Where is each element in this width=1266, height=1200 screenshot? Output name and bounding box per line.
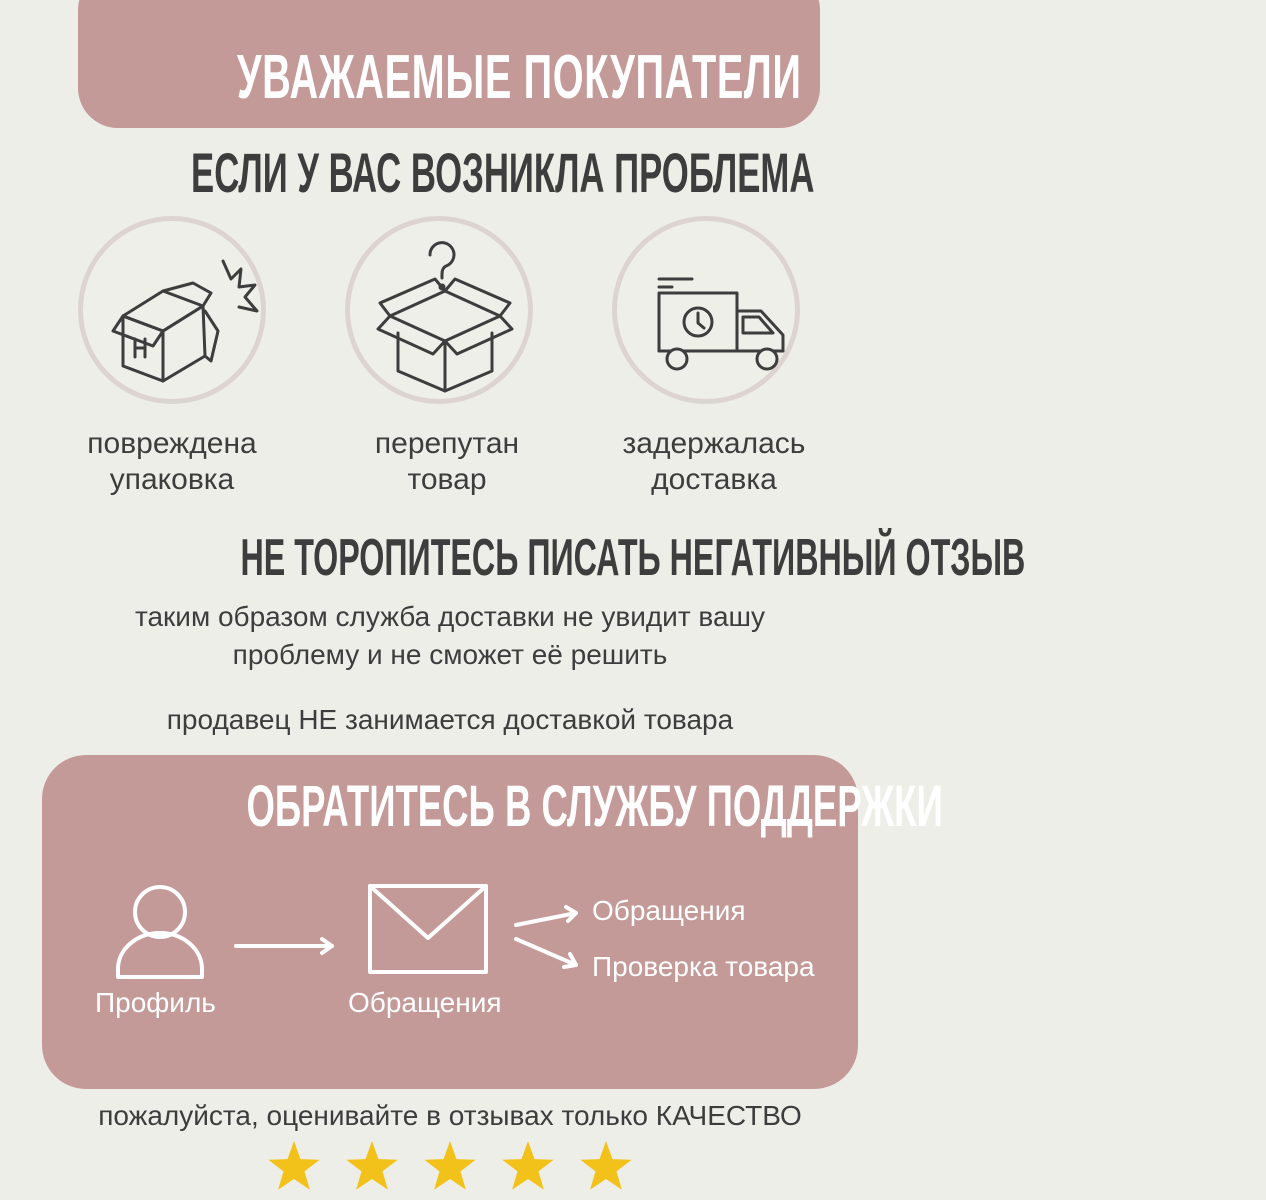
support-title: ОБРАТИТЕСЬ В СЛУЖБУ ПОДДЕРЖКИ bbox=[246, 774, 943, 839]
problem-label-line: товар bbox=[407, 463, 487, 496]
warning-heading-row bbox=[0, 528, 1026, 588]
seller-note-text: продавец НЕ занимается доставкой товара bbox=[166, 704, 734, 735]
arrow-right-icon bbox=[236, 939, 332, 953]
envelope-icon bbox=[370, 886, 486, 972]
rating-stars bbox=[0, 1140, 900, 1200]
problem-label-line: доставка bbox=[651, 463, 777, 496]
seller-note bbox=[0, 701, 900, 739]
star-icon bbox=[268, 1141, 319, 1190]
star-icon bbox=[580, 1141, 631, 1190]
problem-label-line: задержалась bbox=[622, 427, 806, 460]
damaged-box-circle bbox=[78, 216, 266, 404]
star-icon bbox=[346, 1141, 397, 1190]
page-title: УВАЖАЕМЫЕ ПОКУПАТЕЛИ bbox=[236, 43, 802, 112]
open-box-question-icon bbox=[350, 221, 538, 409]
arrow-to-check-icon bbox=[516, 939, 576, 967]
footer-text: пожалуйста, оценивайте в отзывах только КАЧЕСТВО bbox=[98, 1100, 802, 1131]
warning-text bbox=[0, 598, 900, 674]
star-icon bbox=[424, 1141, 475, 1190]
problem-label-line: упаковка bbox=[109, 463, 235, 496]
title-banner bbox=[78, 0, 820, 128]
damaged-box-icon bbox=[83, 221, 271, 409]
support-panel bbox=[42, 755, 943, 1089]
open-box-circle bbox=[345, 216, 533, 404]
problem-label-line: перепутан bbox=[374, 427, 520, 460]
profile-icon bbox=[118, 887, 202, 977]
warning-text-line: таким образом служба доставки не увидит вашу bbox=[134, 601, 766, 632]
star-icon bbox=[502, 1141, 553, 1190]
problem-heading: ЕСЛИ У ВАС ВОЗНИКЛА ПРОБЛЕМА bbox=[191, 141, 815, 204]
problem-label-delayed bbox=[584, 426, 844, 498]
problem-label-line: повреждена bbox=[87, 427, 257, 460]
warning-heading: НЕ ТОРОПИТЕСЬ ПИСАТЬ НЕГАТИВНЫЙ ОТЗЫВ bbox=[240, 529, 1026, 587]
delivery-truck-clock-icon bbox=[617, 221, 805, 409]
warning-text-line: проблему и не сможет её решить bbox=[232, 639, 668, 670]
problem-label-mixed bbox=[317, 426, 577, 498]
problem-heading-row bbox=[0, 140, 900, 205]
arrow-to-messages-icon bbox=[516, 907, 576, 925]
profile-label: Профиль bbox=[95, 987, 216, 1018]
option-product-check: Проверка товара bbox=[592, 951, 815, 982]
option-messages: Обращения bbox=[592, 895, 746, 926]
problem-label-damaged bbox=[42, 426, 302, 498]
messages-label: Обращения bbox=[348, 987, 502, 1018]
truck-circle bbox=[612, 216, 800, 404]
